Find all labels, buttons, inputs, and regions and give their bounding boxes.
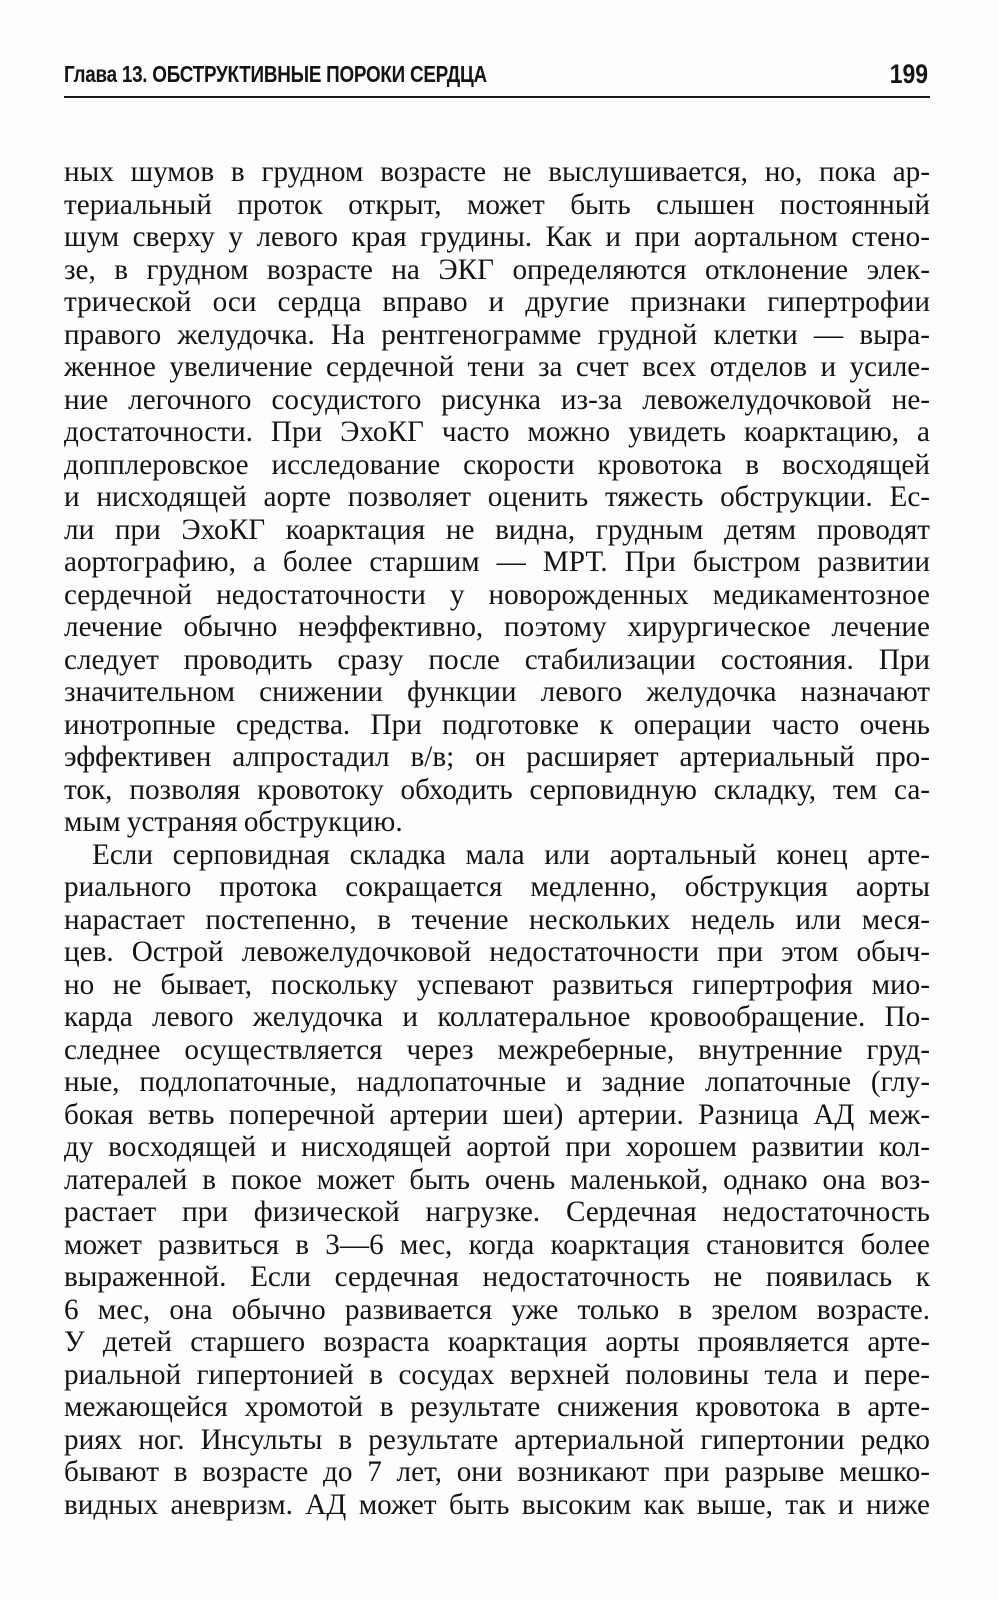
text-line: правого желудочка. На рентгенограмме грудной клетки — выра- <box>64 318 930 351</box>
chapter-title: Глава 13. ОБСТРУКТИВНЫЕ ПОРОКИ СЕРДЦА <box>64 61 487 87</box>
text-line: риях ног. Инсульты в результате артериальной гипертонии редко <box>64 1423 930 1456</box>
text-line: но не бывает, поскольку успевают развиться гипертрофия мио- <box>64 968 930 1001</box>
text-line: значительном снижении функции левого желудочка назначают <box>64 676 930 708</box>
text-line: карда левого желудочка и коллатеральное кровообращение. По- <box>64 1001 930 1033</box>
text-line: ные, подлопаточные, надлопаточные и задние лопаточные (глу- <box>64 1066 930 1098</box>
text-line: ду восходящей и нисходящей аортой при хорошем развитии кол- <box>64 1131 930 1163</box>
paragraph <box>64 156 930 839</box>
text-line: аортографию, а более старшим — МРТ. При быстром развитии <box>64 546 930 578</box>
text-line: мым устраняя обструкцию. <box>64 806 403 838</box>
text-line: и нисходящей аорте позволяет оценить тяжесть обструкции. Ес- <box>64 481 930 513</box>
text-line: выраженной. Если сердечная недостаточность не появилась к <box>64 1261 930 1293</box>
text-line: Если серповидная складка мала или аортальный конец арте- <box>92 838 930 871</box>
text-line: бывают в возрасте до 7 лет, они возникают при разрыве мешко- <box>64 1456 930 1488</box>
text-line: следнее осуществляется через межреберные, внутренние груд- <box>64 1033 930 1066</box>
text-line: растает при физической нагрузке. Сердечная недостаточность <box>64 1196 930 1228</box>
page-number: 199 <box>889 59 928 89</box>
text-line: ние легочного сосудистого рисунка из-за левожелудочковой не- <box>64 383 930 416</box>
text-line: межающейся хромотой в результате снижения кровотока в арте- <box>64 1391 930 1423</box>
text-line: латералей в покое может быть очень маленькой, однако она воз- <box>64 1163 930 1196</box>
paragraph <box>64 839 930 1522</box>
text-line: риального протока сокращается медленно, обструкция аорты <box>64 871 930 903</box>
text-line: ли при ЭхоКГ коарктация не видна, грудным детям проводят <box>64 513 930 546</box>
text-line: 6 мес, она обычно развивается уже только в зрелом возрасте. <box>64 1293 930 1326</box>
text-line: допплеровское исследование скорости кровотока в восходящей <box>64 448 930 481</box>
text-line: ных шумов в грудном возрасте не выслушивается, но, пока ар- <box>64 156 930 188</box>
text-line: сердечной недостаточности у новорожденных медикаментозное <box>64 578 930 611</box>
text-line: У детей старшего возраста коарктация аорты проявляется арте- <box>64 1326 930 1358</box>
text-line: инотропные средства. При подготовке к операции часто очень <box>64 708 930 741</box>
text-line: цев. Острой левожелудочковой недостаточности при этом обыч- <box>64 936 930 968</box>
text-line: видных аневризм. АД может быть высоким как выше, так и ниже <box>64 1488 930 1521</box>
text-line: достаточности. При ЭхоКГ часто можно увидеть коарктацию, а <box>64 416 930 448</box>
running-head <box>64 56 930 98</box>
text-line: шум сверху у левого края грудины. Как и при аортальном стено- <box>64 221 930 253</box>
text-line: зе, в грудном возрасте на ЭКГ определяются отклонение элек- <box>64 253 930 286</box>
text-line: женное увеличение сердечной тени за счет всех отделов и усиле- <box>64 351 930 383</box>
text-line: териальный проток открыт, может быть слышен постоянный <box>64 188 930 221</box>
text-line: трической оси сердца вправо и другие признаки гипертрофии <box>64 286 930 318</box>
body-text <box>64 156 930 1521</box>
text-line: эффективен алпростадил в/в; он расширяет артериальный про- <box>64 741 930 773</box>
text-line: ток, позволяя кровотоку обходить серповидную складку, тем са- <box>64 773 930 806</box>
text-line: риальной гипертонией в сосудах верхней половины тела и пере- <box>64 1358 930 1391</box>
text-line: следует проводить сразу после стабилизации состояния. При <box>64 643 930 676</box>
text-line: бокая ветвь поперечной артерии шеи) артерии. Разница АД меж- <box>64 1098 930 1131</box>
text-line: нарастает постепенно, в течение нескольких недель или меся- <box>64 903 930 936</box>
text-line: может развиться в 3—6 мес, когда коарктация становится более <box>64 1228 930 1261</box>
text-line: лечение обычно неэффективно, поэтому хирургическое лечение <box>64 611 930 643</box>
